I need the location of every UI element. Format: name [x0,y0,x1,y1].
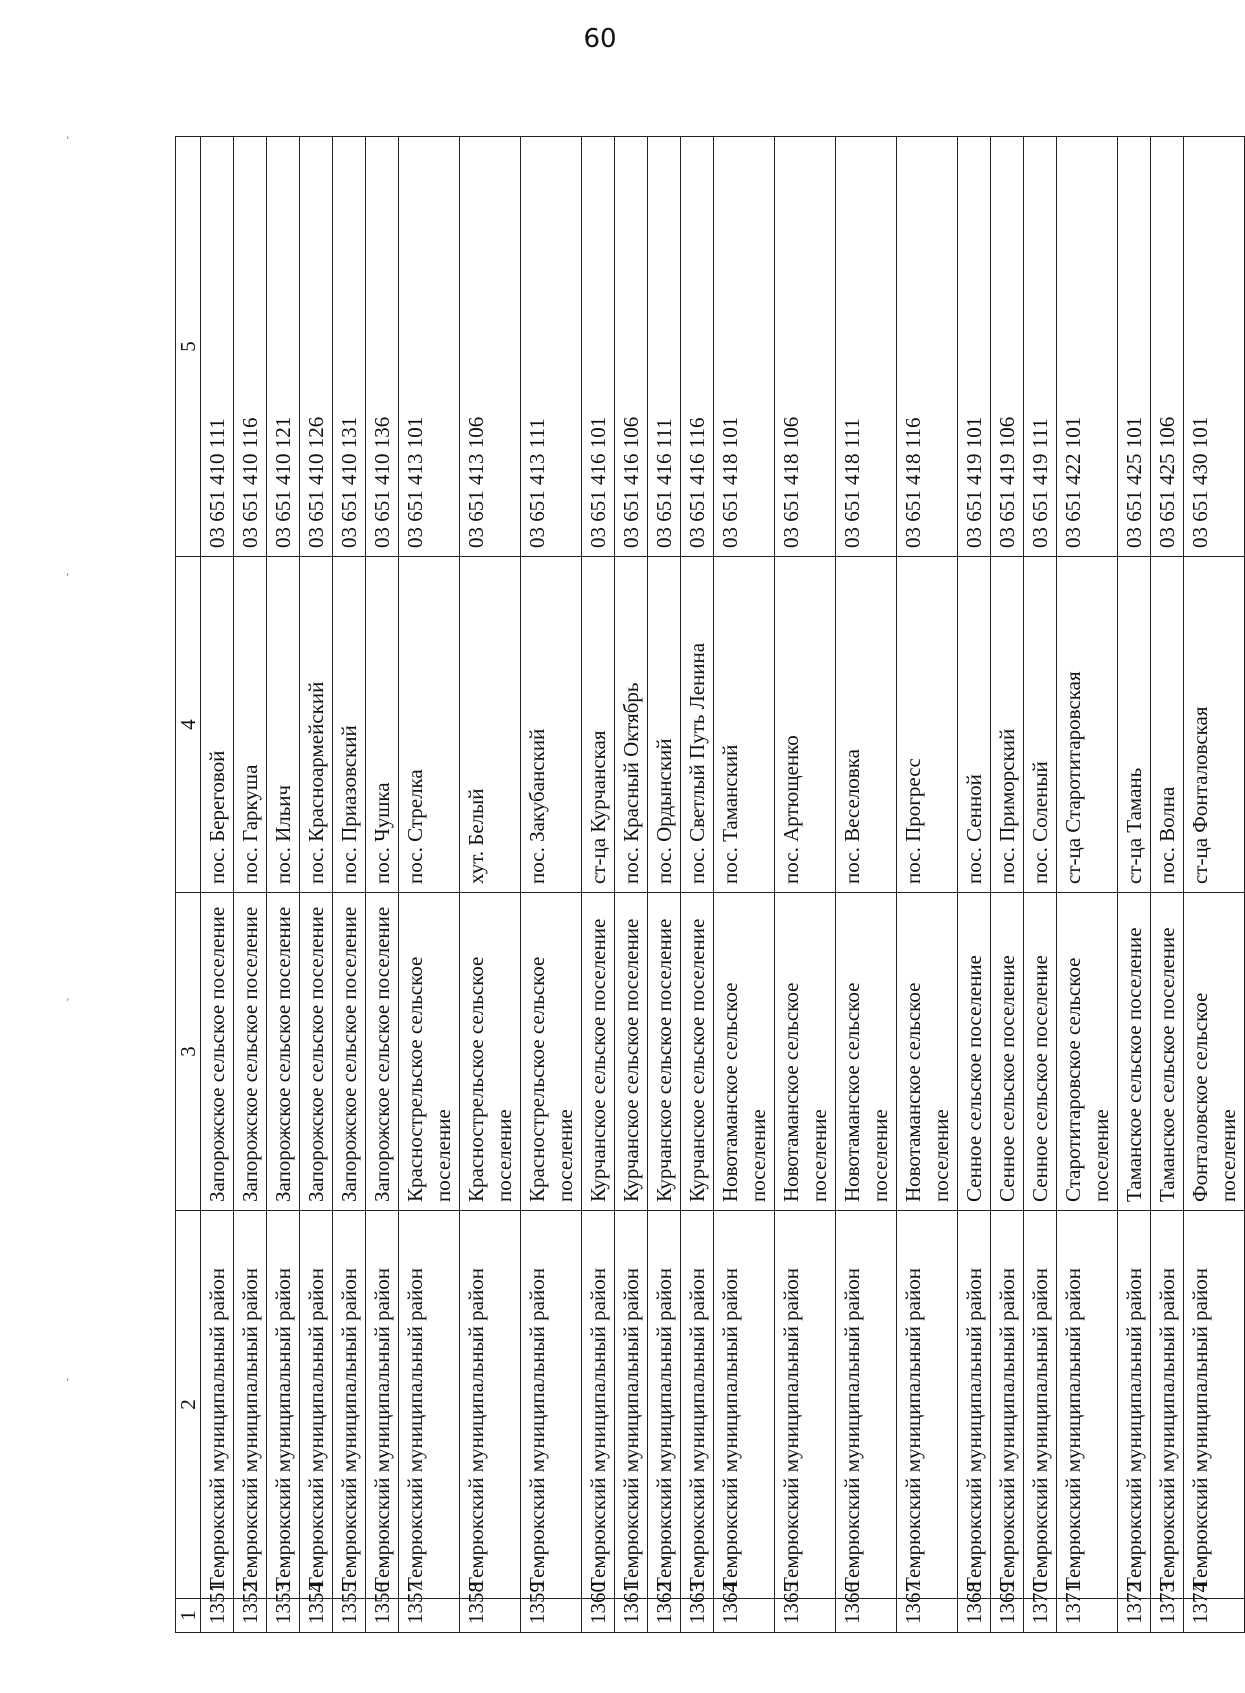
locality-cell: пос. Артющенко [775,557,836,893]
settlement-cell: Сенное сельское поселение [958,893,991,1211]
locality-cell: пос. Стрелка [399,557,460,893]
district-cell: Темрюкский муниципальный район [1057,1211,1118,1599]
locality-code-table [175,136,1245,1633]
code-cell: 03 651 419 106 [991,137,1024,557]
code-cell: 03 651 419 111 [1024,137,1057,557]
scan-mark: , [66,565,70,578]
district-cell: Темрюкский муниципальный район [1024,1211,1057,1599]
district-cell: Темрюкский муниципальный район [267,1211,300,1599]
settlement-cell: Курчанское сельское поселение [615,893,648,1211]
locality-cell: пос. Красный Октябрь [615,557,648,893]
row-number-cell: 1371 [1057,1599,1118,1633]
code-cell: 03 651 418 101 [714,137,775,557]
code-cell: 03 651 430 101 [1184,137,1245,557]
table-row [1118,137,1151,1633]
settlement-cell: Таманское сельское поселение [1151,893,1184,1211]
row-number-cell: 1351 [201,1599,234,1633]
settlement-cell: Фонталовское сельское поселение [1184,893,1245,1211]
table-row [201,137,234,1633]
page-number: 60 [583,24,617,54]
district-cell: Темрюкский муниципальный район [648,1211,681,1599]
code-cell: 03 651 413 106 [460,137,521,557]
district-cell: Темрюкский муниципальный район [399,1211,460,1599]
settlement-cell: Новотаманское сельское поселение [836,893,897,1211]
row-number-cell: 1373 [1151,1599,1184,1633]
district-cell: Темрюкский муниципальный район [958,1211,991,1599]
settlement-cell: Запорожское сельское поселение [300,893,333,1211]
code-cell: 03 651 410 136 [366,137,399,557]
locality-cell: ст-ца Старотитаровская [1057,557,1118,893]
column-header: 5 [176,137,201,557]
code-cell: 03 651 413 101 [399,137,460,557]
settlement-cell: Старотитаровское сельское поселение [1057,893,1118,1211]
settlement-cell: Новотаманское сельское поселение [897,893,958,1211]
table-row [1184,137,1245,1633]
district-cell: Темрюкский муниципальный район [300,1211,333,1599]
district-cell: Темрюкский муниципальный район [201,1211,234,1599]
locality-cell: ст-ца Фонталовская [1184,557,1245,893]
district-cell: Темрюкский муниципальный район [775,1211,836,1599]
code-cell: 03 651 418 106 [775,137,836,557]
settlement-cell: Краснострельское сельское поселение [521,893,582,1211]
settlement-cell: Новотаманское сельское поселение [775,893,836,1211]
district-cell: Темрюкский муниципальный район [714,1211,775,1599]
code-cell: 03 651 410 131 [333,137,366,557]
locality-cell: пос. Прогресс [897,557,958,893]
row-number-cell: 1359 [521,1599,582,1633]
district-cell: Темрюкский муниципальный район [234,1211,267,1599]
district-cell: Темрюкский муниципальный район [1151,1211,1184,1599]
district-cell: Темрюкский муниципальный район [1118,1211,1151,1599]
row-number-cell: 1369 [991,1599,1024,1633]
scan-mark: , [66,1370,70,1383]
row-number-cell: 1354 [300,1599,333,1633]
row-number-cell: 1355 [333,1599,366,1633]
table-row [991,137,1024,1633]
table-row [836,137,897,1633]
district-cell: Темрюкский муниципальный район [681,1211,714,1599]
table-body [201,137,1245,1633]
code-cell: 03 651 410 121 [267,137,300,557]
settlement-cell: Курчанское сельское поселение [648,893,681,1211]
column-header: 4 [176,557,201,893]
code-cell: 03 651 425 101 [1118,137,1151,557]
column-header: 3 [176,893,201,1211]
table-row [714,137,775,1633]
locality-cell: пос. Гаркуша [234,557,267,893]
settlement-cell: Сенное сельское поселение [1024,893,1057,1211]
row-number-cell: 1353 [267,1599,300,1633]
row-number-cell: 1358 [460,1599,521,1633]
settlement-cell: Таманское сельское поселение [1118,893,1151,1211]
table-row [399,137,460,1633]
column-header: 1 [176,1599,201,1633]
row-number-cell: 1360 [582,1599,615,1633]
row-number-cell: 1370 [1024,1599,1057,1633]
locality-cell: пос. Таманский [714,557,775,893]
locality-cell: пос. Ильич [267,557,300,893]
row-number-cell: 1366 [836,1599,897,1633]
code-cell: 03 651 418 111 [836,137,897,557]
locality-cell: пос. Волна [1151,557,1184,893]
locality-cell: пос. Приморский [991,557,1024,893]
row-number-cell: 1363 [681,1599,714,1633]
settlement-cell: Новотаманское сельское поселение [714,893,775,1211]
settlement-cell: Запорожское сельское поселение [267,893,300,1211]
code-cell: 03 651 416 101 [582,137,615,557]
locality-cell: пос. Закубанский [521,557,582,893]
row-number-cell: 1352 [234,1599,267,1633]
locality-cell: пос. Чушка [366,557,399,893]
table-row [648,137,681,1633]
table-row [1024,137,1057,1633]
code-cell: 03 651 413 111 [521,137,582,557]
locality-cell: пос. Веселовка [836,557,897,893]
scan-mark: , [66,128,70,141]
district-cell: Темрюкский муниципальный район [615,1211,648,1599]
table-row [521,137,582,1633]
district-cell: Темрюкский муниципальный район [836,1211,897,1599]
settlement-cell: Курчанское сельское поселение [681,893,714,1211]
district-cell: Темрюкский муниципальный район [460,1211,521,1599]
table-row [267,137,300,1633]
code-cell: 03 651 410 111 [201,137,234,557]
code-cell: 03 651 410 126 [300,137,333,557]
district-cell: Темрюкский муниципальный район [333,1211,366,1599]
locality-cell: пос. Сенной [958,557,991,893]
code-cell: 03 651 410 116 [234,137,267,557]
row-number-cell: 1367 [897,1599,958,1633]
code-cell: 03 651 418 116 [897,137,958,557]
code-cell: 03 651 425 106 [1151,137,1184,557]
settlement-cell: Запорожское сельское поселение [201,893,234,1211]
locality-cell: пос. Приазовский [333,557,366,893]
locality-cell: ст-ца Курчанская [582,557,615,893]
table-row [582,137,615,1633]
district-cell: Темрюкский муниципальный район [991,1211,1024,1599]
column-header: 2 [176,1211,201,1599]
locality-cell: пос. Ордынский [648,557,681,893]
row-number-cell: 1361 [615,1599,648,1633]
row-number-cell: 1356 [366,1599,399,1633]
table-row [1151,137,1184,1633]
header-row [176,137,201,1633]
table-row [333,137,366,1633]
table-row [958,137,991,1633]
settlement-cell: Запорожское сельское поселение [234,893,267,1211]
locality-cell: пос. Светлый Путь Ленина [681,557,714,893]
code-cell: 03 651 422 101 [1057,137,1118,557]
row-number-cell: 1372 [1118,1599,1151,1633]
row-number-cell: 1365 [775,1599,836,1633]
table-row [897,137,958,1633]
locality-cell: хут. Белый [460,557,521,893]
row-number-cell: 1357 [399,1599,460,1633]
district-cell: Темрюкский муниципальный район [897,1211,958,1599]
table-row [234,137,267,1633]
settlement-cell: Запорожское сельское поселение [333,893,366,1211]
locality-cell: ст-ца Тамань [1118,557,1151,893]
scan-mark: , [66,990,70,1003]
code-cell: 03 651 416 116 [681,137,714,557]
row-number-cell: 1374 [1184,1599,1245,1633]
table-row [1057,137,1118,1633]
table-row [775,137,836,1633]
table-row [681,137,714,1633]
row-number-cell: 1362 [648,1599,681,1633]
table-row [300,137,333,1633]
table-row [615,137,648,1633]
settlement-cell: Сенное сельское поселение [991,893,1024,1211]
district-cell: Темрюкский муниципальный район [521,1211,582,1599]
table-row [460,137,521,1633]
settlement-cell: Краснострельское сельское поселение [399,893,460,1211]
locality-cell: пос. Береговой [201,557,234,893]
row-number-cell: 1368 [958,1599,991,1633]
row-number-cell: 1364 [714,1599,775,1633]
code-cell: 03 651 419 101 [958,137,991,557]
settlement-cell: Краснострельское сельское поселение [460,893,521,1211]
code-cell: 03 651 416 111 [648,137,681,557]
district-cell: Темрюкский муниципальный район [582,1211,615,1599]
district-cell: Темрюкский муниципальный район [1184,1211,1245,1599]
rotated-table-container [175,137,1240,1633]
table-row [366,137,399,1633]
settlement-cell: Курчанское сельское поселение [582,893,615,1211]
code-cell: 03 651 416 106 [615,137,648,557]
locality-cell: пос. Соленый [1024,557,1057,893]
settlement-cell: Запорожское сельское поселение [366,893,399,1211]
district-cell: Темрюкский муниципальный район [366,1211,399,1599]
locality-cell: пос. Красноармейский [300,557,333,893]
